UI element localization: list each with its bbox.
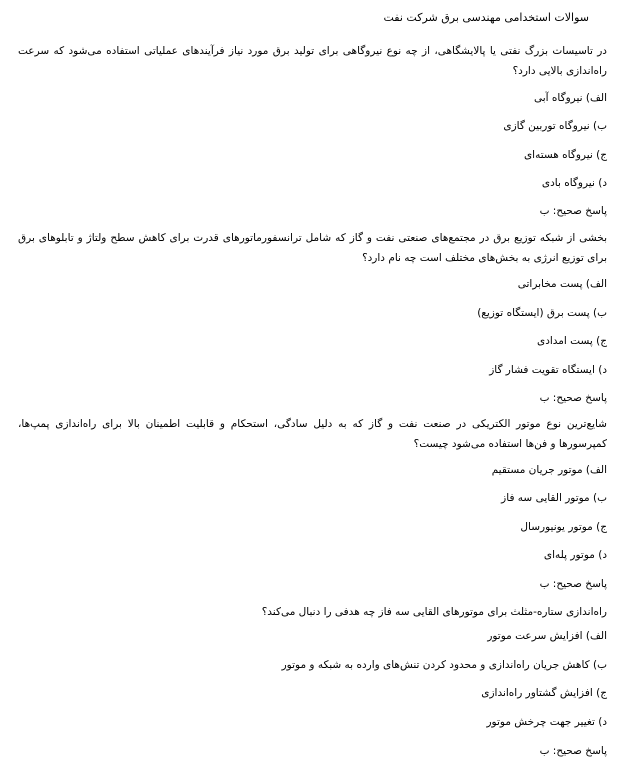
question-2-option-a: الف) پست مخابراتی <box>517 278 607 290</box>
question-3-option-a: الف) موتور جریان مستقیم <box>491 464 607 476</box>
question-1-option-a: الف) نیروگاه آبی <box>533 92 607 104</box>
question-2-option-c: ج) پست امدادی <box>536 335 607 347</box>
question-4-option-b: ب) کاهش جریان راه‌اندازی و محدود کردن تنش‌های وارده به شبکه و موتور <box>281 659 607 671</box>
question-3-text: شایع‌ترین نوع موتور الکتریکی در صنعت نفت و گاز که به دلیل سادگی، استحکام و قابلیت اطمینان بالا برای راه‌اندازی پمپ‌ها، کمپرسورها و فن‌ها استفاده می‌شود چیست؟ <box>18 418 607 450</box>
question-1-option-c: ج) نیروگاه هسته‌ای <box>523 149 607 161</box>
question-1-option-d: د) نیروگاه بادی <box>541 177 607 189</box>
question-4-option-c: ج) افزایش گشتاور راه‌اندازی <box>481 687 607 699</box>
question-1-answer: پاسخ صحیح: ب <box>539 205 607 217</box>
question-2-option-b: ب) پست برق (ایستگاه توزیع) <box>477 307 607 319</box>
question-2-text: بخشی از شبکه توزیع برق در مجتمع‌های صنعتی نفت و گاز که شامل ترانسفورماتورهای قدرت برای کاهش سطح ولتاژ و تابلوهای برق برای توزیع انرژی به بخش‌های مختلف است چه نام دارد؟ <box>18 232 607 264</box>
question-4-option-a: الف) افزایش سرعت موتور <box>487 630 607 642</box>
question-4-text: راه‌اندازی ستاره-مثلث برای موتورهای القایی سه فاز چه هدفی را دنبال می‌کند؟ <box>261 606 607 618</box>
question-3-option-d: د) موتور پله‌ای <box>543 549 607 561</box>
question-3-option-c: ج) موتور یونیورسال <box>520 521 607 533</box>
document-title: سوالات استخدامی مهندسی برق شرکت نفت <box>383 11 589 24</box>
question-2-option-d: د) ایستگاه تقویت فشار گاز <box>489 364 607 376</box>
question-3-answer: پاسخ صحیح: ب <box>539 578 607 590</box>
question-4-option-d: د) تغییر جهت چرخش موتور <box>486 716 607 728</box>
question-3-option-b: ب) موتور القایی سه فاز <box>501 492 607 504</box>
question-2-answer: پاسخ صحیح: ب <box>539 392 607 404</box>
question-1-text: در تاسیسات بزرگ نفتی یا پالایشگاهی، از چه نوع نیروگاهی برای تولید برق مورد نیاز فرآیندهای عملیاتی استفاده می‌شود که سرعت راه‌اندازی بالایی دارد؟ <box>18 45 607 77</box>
question-4-answer: پاسخ صحیح: ب <box>539 745 607 757</box>
question-1-option-b: ب) نیروگاه توربین گازی <box>503 120 607 132</box>
